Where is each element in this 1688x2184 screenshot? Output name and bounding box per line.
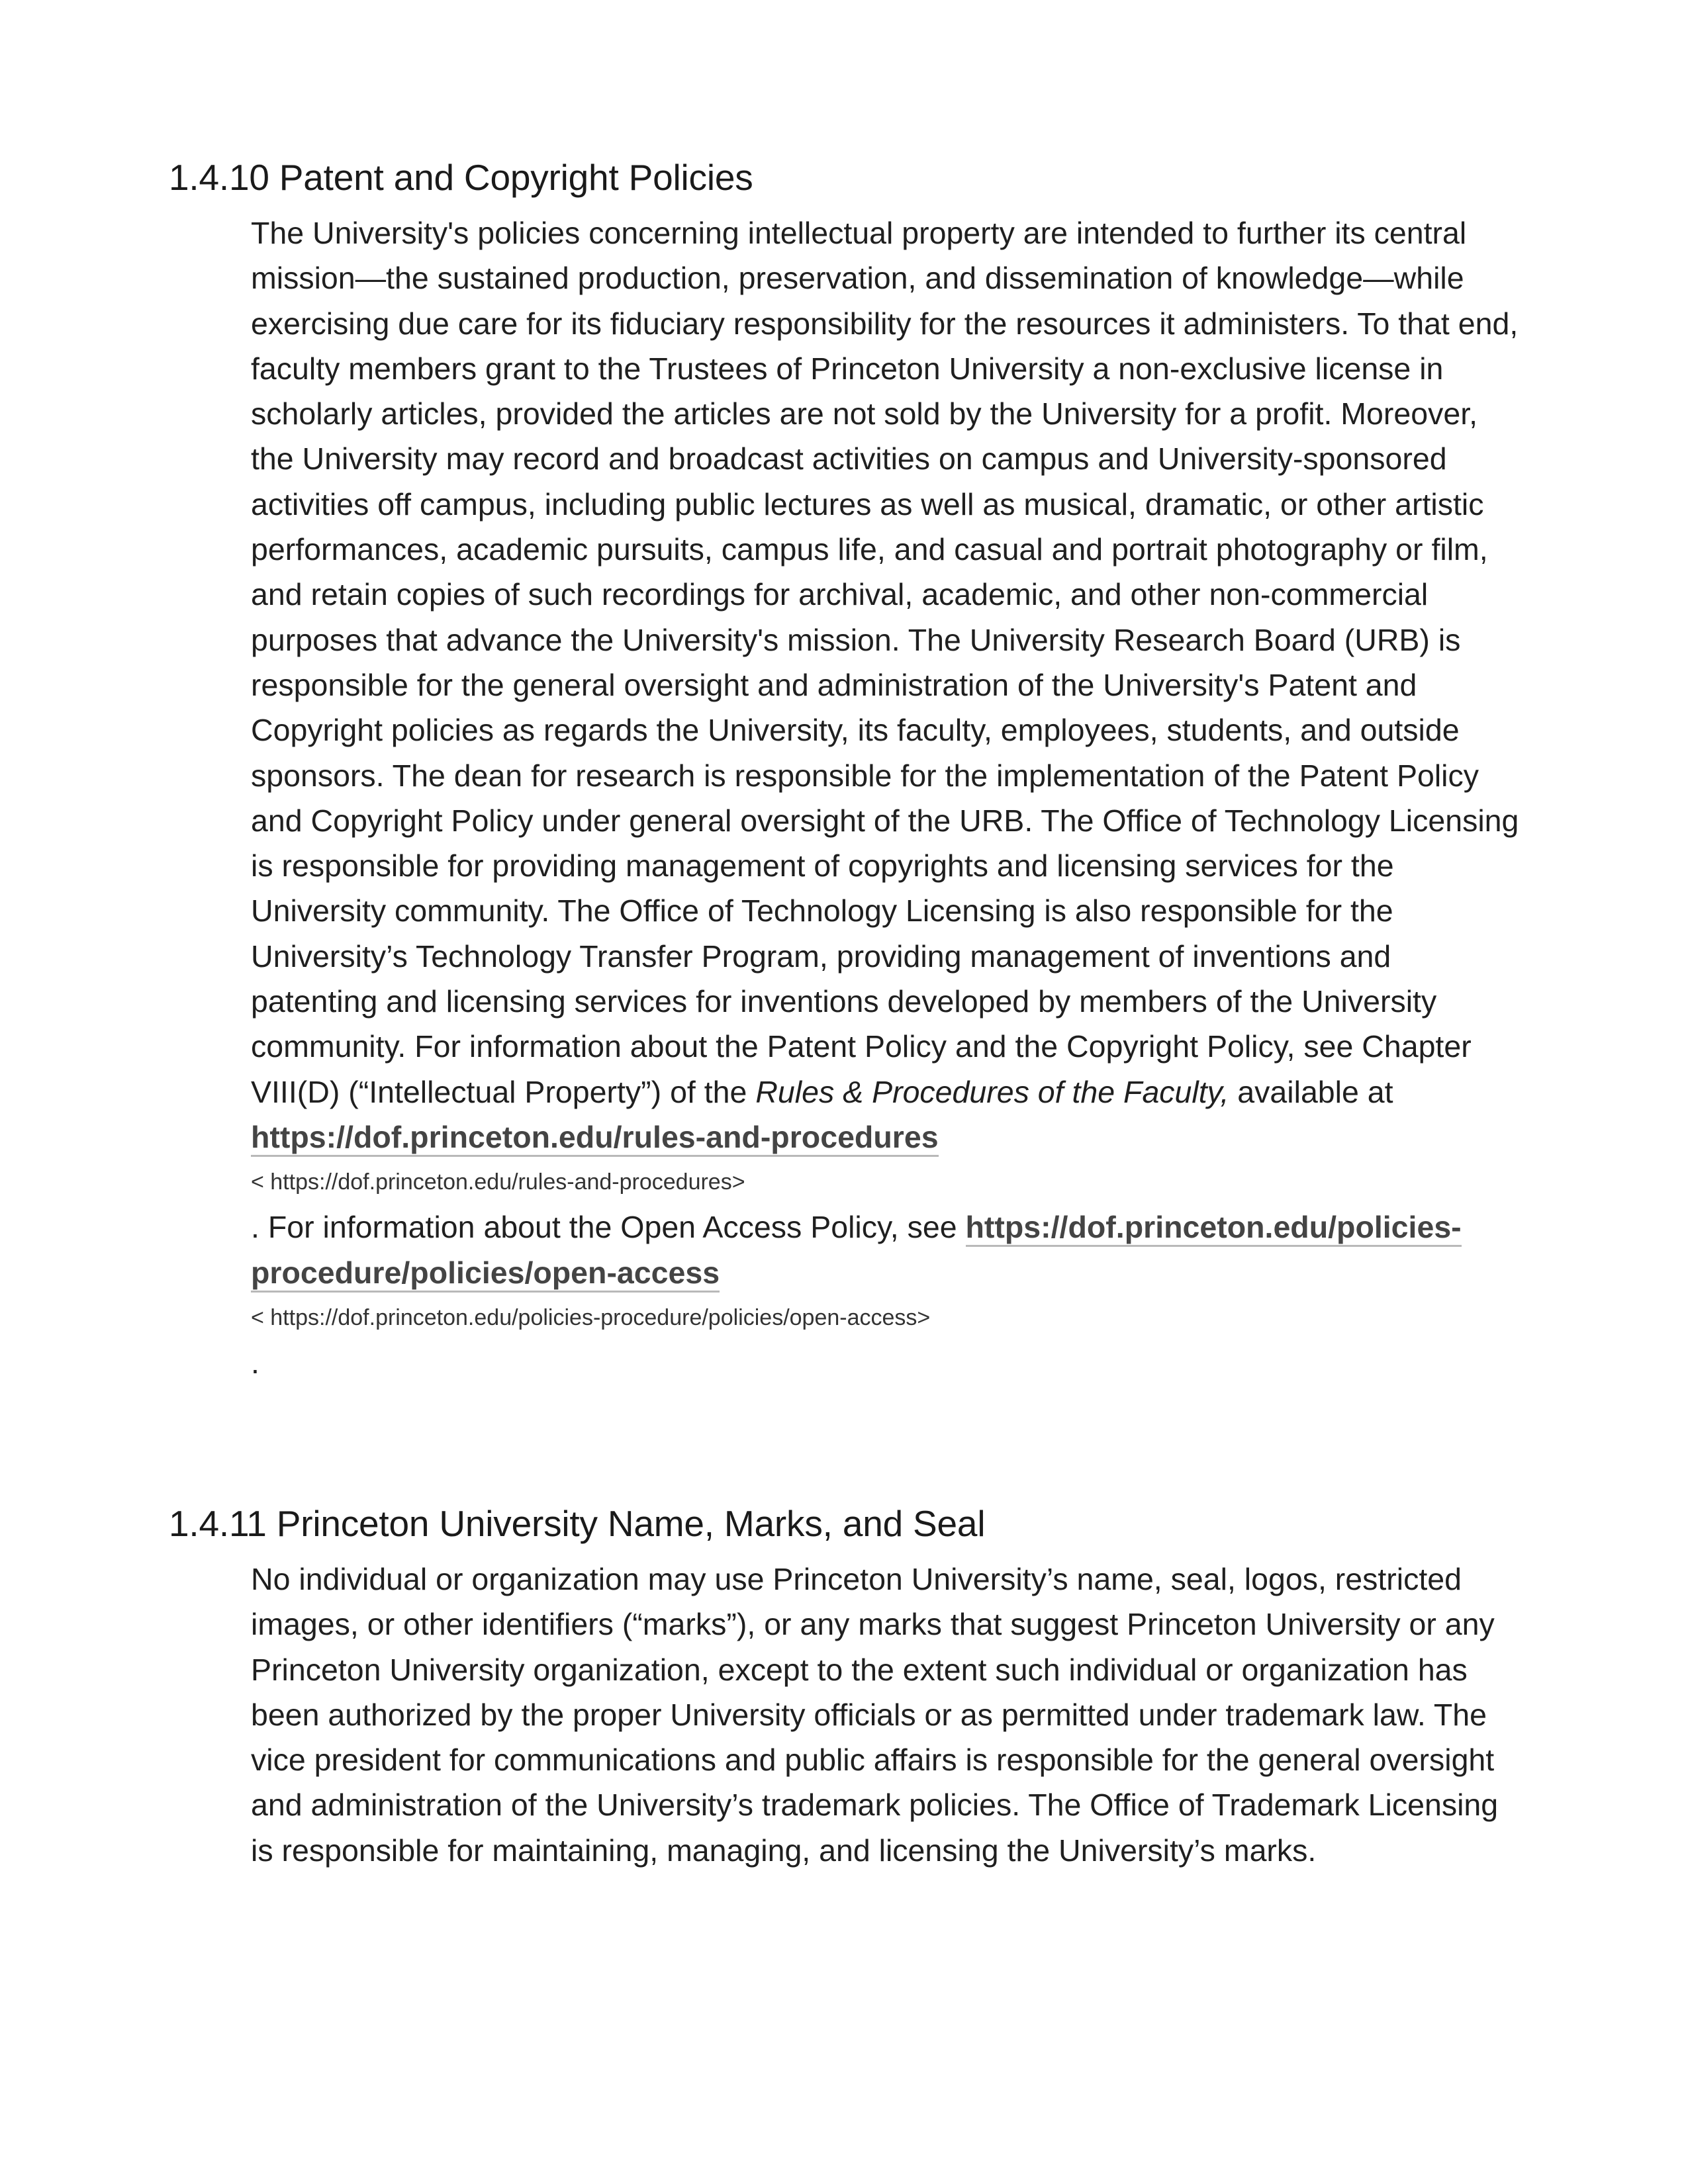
- rules-procedures-link[interactable]: https://dof.princeton.edu/rules-and-procedures: [251, 1120, 939, 1157]
- section-body-paragraph: [251, 210, 1519, 1160]
- section-patent-copyright: [169, 144, 1519, 1385]
- section-body-paragraph: No individual or organization may use Princeton University’s name, seal, logos, restricted images, or other identifiers (“marks”), or any marks that suggest Princeton University or any Princeton University organization, except to the extent such individual or organization has been authorized by the proper University officials or as permitted under trademark law. The vice president for communications and public affairs is responsible for the general oversight and administration of the University’s trademark policies. The Office of Trademark Licensing is responsible for maintaining, managing, and licensing the University’s marks.: [251, 1562, 1499, 1868]
- open-access-url-note: < https://dof.princeton.edu/policies-procedure/policies/open-access>: [251, 1304, 931, 1330]
- section-heading: 1.4.10 Patent and Copyright Policies: [169, 157, 753, 198]
- open-access-prefix: . For information about the Open Access Policy, see: [251, 1210, 966, 1245]
- section-heading: 1.4.11 Princeton University Name, Marks, and Seal: [169, 1503, 986, 1544]
- italic-reference: Rules & Procedures of the Faculty,: [755, 1074, 1229, 1109]
- rules-procedures-url-note: < https://dof.princeton.edu/rules-and-procedures>: [251, 1169, 745, 1195]
- body-text: The University's policies concerning intellectual property are intended to further its central mission—the sustained production, preservation, and dissemination of knowledge—while exercising due care for its fiduciary responsibility for the resources it administers. To that end, faculty members grant to the Trustees of Princeton University a non-exclusive license in scholarly articles, provided the articles are not sold by the University for a profit. Moreover, the University may record and broadcast activities on campus and University-sponsored activities off campus, including public lectures as well as musical, dramatic, or other artistic performances, academic pursuits, campus life, and casual and portrait photography or film, and retain copies of such recordings for archival, academic, and other non-commercial purposes that advance the University's mission. The University Research Board (URB) is responsible for the general oversight and administration of the University's Patent and Copyright policies as regards the University, its faculty, employees, students, and outside sponsors. The dean for research is responsible for the implementation of the Patent Policy and Copyright Policy under general oversight of the URB. The Office of Technology Licensing is responsible for providing management of copyrights and licensing services for the University community. The Office of Technology Licensing is also responsible for the University’s Technology Transfer Program, providing management of inventions and patenting and licensing services for inventions developed by members of the University community. For information about the Patent Policy and the Copyright Policy, see Chapter VIII(D) (“Intellectual Property”) of the: [251, 216, 1519, 1109]
- open-access-link[interactable]: https://dof.princeton.edu/policies-procedure/policies/open-access: [251, 1210, 1462, 1292]
- closing-period: .: [251, 1345, 259, 1380]
- section-name-marks-seal: [169, 1490, 1519, 1873]
- available-at-text: available at: [1229, 1074, 1393, 1109]
- open-access-paragraph: [251, 1205, 1519, 1295]
